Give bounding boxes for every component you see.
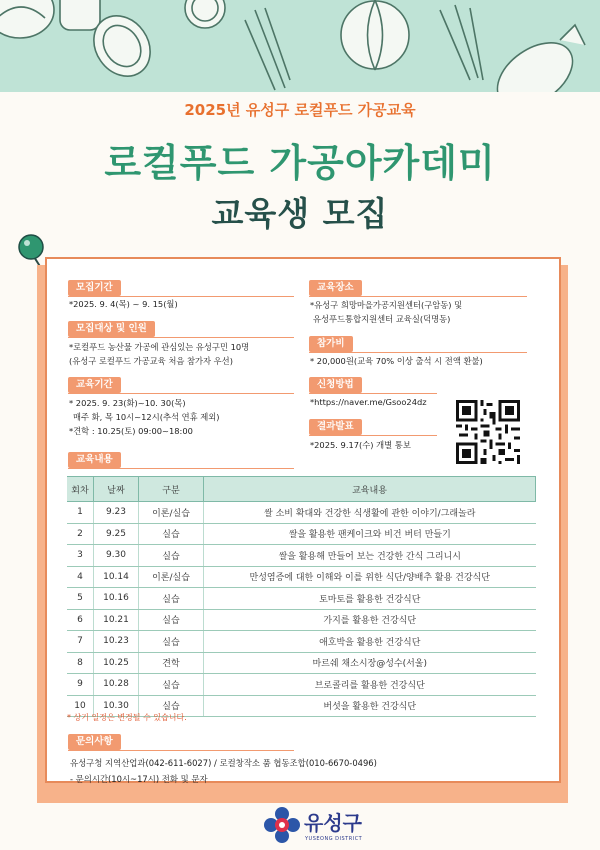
column-header: 회차 [67,477,94,502]
content-cell: 쌀을 활용해 만들어 보는 건강한 간식 그리니시 [204,545,536,567]
date-cell: 9.23 [94,502,139,524]
table-row [67,502,536,524]
content-cell: 쌀을 활용한 팬케이크와 비건 버터 만들기 [204,523,536,545]
table-header-row [67,477,536,502]
place-text-2: 유성푸드통합지원센터 교육실(덕명동) [313,314,451,324]
place-text: *유성구 희망마을가공지원센터(구암동) 및 [310,300,463,310]
type-cell: 실습 [139,545,204,567]
district-name-english: YUSEONG DISTRICT [305,836,363,842]
session-cell: 3 [67,545,94,567]
date-cell: 10.16 [94,588,139,610]
divider [309,393,437,394]
content-cell: 토마토를 활용한 건강식단 [204,588,536,610]
table-row [67,545,536,567]
type-cell: 이론/실습 [139,502,204,524]
section-label-fee: 참가비 [309,336,353,352]
table-row [67,674,536,696]
session-cell: 10 [67,695,94,717]
content-cell: 브로콜리를 활용한 건강식단 [204,674,536,696]
section-label-content: 교육내용 [68,452,121,468]
table-row [67,609,536,631]
divider [309,435,437,436]
type-cell: 견학 [139,652,204,674]
session-cell: 4 [67,566,94,588]
target-text: *로컬푸드 농산물 가공에 관심있는 유성구민 10명 [69,342,250,352]
table-row [67,652,536,674]
district-name: 유성구 [304,811,362,835]
section-label-contact: 문의사항 [68,734,121,750]
column-header: 교육내용 [204,477,536,502]
section-label-apply: 신청방법 [309,377,362,393]
table-row [67,523,536,545]
column-header: 구분 [139,477,204,502]
edu-period-text: * 2025. 9. 23(화)~10. 30(목) [69,398,186,408]
contact-text: 유성구청 지역산업과(042-611-6027) / 로컬창작소 품 협동조합(010-6670-0496) [70,758,377,768]
content-cell: 버섯을 활용한 건강식단 [204,695,536,717]
session-cell: 7 [67,631,94,653]
type-cell: 실습 [139,609,204,631]
edu-schedule-text: 매주 화, 목 10시~12시(추석 연휴 제외) [73,412,220,422]
date-cell: 9.30 [94,545,139,567]
onion-illustration [341,1,409,69]
divider [309,352,527,353]
section-label-target: 모집대상 및 인원 [68,321,155,337]
date-cell: 10.21 [94,609,139,631]
type-cell: 실습 [139,695,204,717]
content-cell: 가지를 활용한 건강식단 [204,609,536,631]
type-cell: 실습 [139,523,204,545]
header-illustration [0,0,600,92]
fee-text: * 20,000원(교육 70% 이상 출석 시 전액 환불) [310,356,483,366]
field-trip-text: *견학 : 10.25(토) 09:00~18:00 [69,426,193,436]
greens-illustration [440,5,483,80]
date-cell: 10.14 [94,566,139,588]
page-title-sub: 교육생 모집 [211,194,389,233]
session-cell: 5 [67,588,94,610]
table-row [67,631,536,653]
section-label-period: 모집기간 [68,280,121,296]
divider [68,750,294,751]
divider [68,393,294,394]
schedule-table [67,476,536,717]
page-title: 로컬푸드 가공아카데미 [104,141,496,185]
session-cell: 9 [67,674,94,696]
target-note: (유성구 로컬푸드 가공교육 처음 참가자 우선) [69,356,233,366]
section-label-edu-period: 교육기간 [68,377,121,393]
content-cell: 만성염증에 대한 이해와 이를 위한 식단/양배추 활용 건강식단 [204,566,536,588]
cabbage-illustration [0,0,54,38]
schedule-note: * 상기 일정은 변경될 수 있습니다. [67,713,187,722]
section-label-place: 교육장소 [309,280,362,296]
content-cell: 쌀 소비 확대와 건강한 식생활에 관한 이야기/그래놀라 [204,502,536,524]
column-header: 날짜 [94,477,139,502]
divider [68,337,294,338]
qr-code-icon[interactable] [456,400,520,464]
type-cell: 이론/실습 [139,566,204,588]
content-cell: 애호박을 활용한 건강식단 [204,631,536,653]
divider [68,296,294,297]
result-text: *2025. 9.17(수) 개별 통보 [310,440,411,450]
session-cell: 1 [67,502,94,524]
yuseong-logo-icon [263,806,301,844]
apply-url[interactable]: *https://naver.me/Gsoo24dz [310,397,427,407]
type-cell: 실습 [139,588,204,610]
content-cell: 마르쉐 채소시장@성수(서울) [204,652,536,674]
period-text: *2025. 9. 4(목) ~ 9. 15(월) [69,299,178,309]
date-cell: 10.30 [94,695,139,717]
divider [68,468,294,469]
radish-illustration [60,0,100,30]
table-row [67,566,536,588]
session-cell: 8 [67,652,94,674]
date-cell: 10.28 [94,674,139,696]
date-cell: 10.25 [94,652,139,674]
type-cell: 실습 [139,674,204,696]
session-cell: 6 [67,609,94,631]
type-cell: 실습 [139,631,204,653]
session-cell: 2 [67,523,94,545]
contact-hours: - 문의시간(10시~17시) 전화 및 문자 [70,774,208,784]
divider [309,296,527,297]
table-row [67,588,536,610]
date-cell: 9.25 [94,523,139,545]
date-cell: 10.23 [94,631,139,653]
subtitle: 2025년 유성구 로컬푸드 가공교육 [184,101,416,119]
section-label-result: 결과발표 [309,419,362,435]
